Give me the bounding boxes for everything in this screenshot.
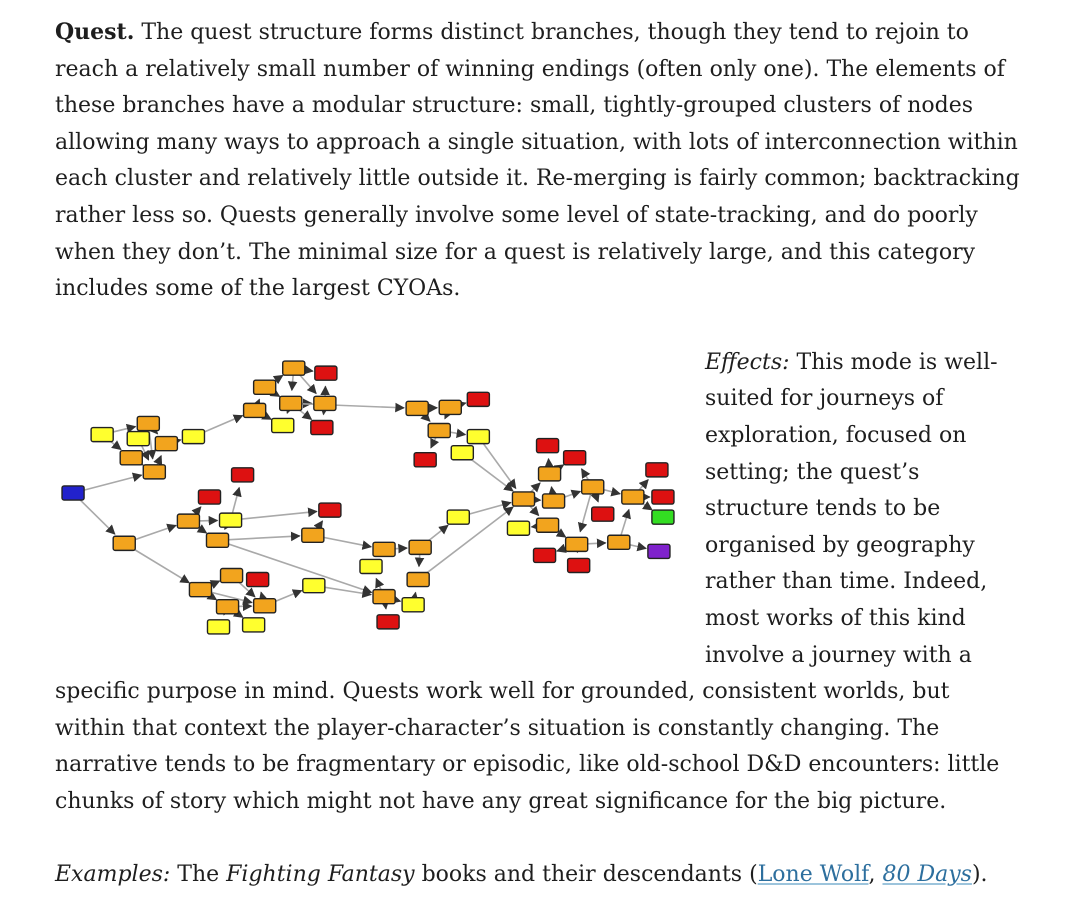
graph-edge <box>218 536 300 540</box>
graph-node <box>254 598 276 612</box>
graph-node <box>280 396 302 410</box>
graph-node <box>467 392 489 406</box>
graph-node <box>582 480 604 494</box>
graph-node <box>652 490 674 504</box>
graph-node <box>409 540 431 554</box>
graph-node <box>91 427 113 441</box>
graph-node <box>537 438 559 452</box>
graph-node <box>512 492 534 506</box>
graph-node <box>539 467 561 481</box>
graph-node <box>360 559 382 573</box>
fighting-fantasy-title: Fighting Fantasy <box>226 862 415 888</box>
graph-node <box>232 468 254 482</box>
quest-body-1: The quest structure forms distinct branches, though they tend to rejoin to reach a relatively small number of winning endings (often only one). The elements of these branches have a modular structure: small, tightly-grouped clusters of nodes <box>55 20 1005 119</box>
graph-node <box>467 429 489 443</box>
graph-node <box>303 578 325 592</box>
graph-node <box>373 542 395 556</box>
graph-node <box>244 403 266 417</box>
80-days-link[interactable]: 80 Days <box>882 862 972 888</box>
graph-node <box>543 494 565 508</box>
graph-node <box>507 521 529 535</box>
graph-node <box>373 589 395 603</box>
graph-node <box>564 450 586 464</box>
graph-node <box>319 503 341 517</box>
graph-node <box>182 429 204 443</box>
examples-pre: The <box>170 862 227 888</box>
graph-node <box>534 548 556 562</box>
graph-node <box>315 366 337 380</box>
graph-node <box>221 568 243 582</box>
quest-structure-diagram <box>55 349 685 645</box>
graph-node <box>113 536 135 550</box>
graph-node <box>537 518 559 532</box>
graph-edge <box>231 511 317 520</box>
graph-node <box>592 507 614 521</box>
graph-node <box>428 423 450 437</box>
examples-mid: books and their descendants ( <box>414 862 758 888</box>
quest-structure-graph <box>55 349 685 645</box>
graph-node <box>406 401 428 415</box>
quest-paragraph <box>55 14 1025 308</box>
effects-term: Effects: <box>705 349 790 375</box>
examples-sep: , <box>868 862 883 888</box>
graph-node <box>439 400 461 414</box>
graph-node <box>62 486 84 500</box>
graph-node <box>243 618 265 632</box>
graph-node <box>217 599 239 613</box>
graph-node <box>254 380 276 394</box>
graph-node <box>622 490 644 504</box>
graph-node <box>568 558 590 572</box>
quest-term: Quest. <box>55 19 135 45</box>
graph-node <box>646 463 668 477</box>
graph-node <box>402 597 424 611</box>
graph-node <box>155 436 177 450</box>
graph-node <box>220 513 242 527</box>
graph-node <box>314 396 336 410</box>
graph-node <box>608 535 630 549</box>
graph-node <box>283 361 305 375</box>
graph-node <box>451 445 473 459</box>
graph-node <box>377 615 399 629</box>
quest-body-2: allowing many ways to approach a single situation, with lots of interconnection within each cluster and relatively little outside it. Re-merging is fairly common; backtracking rather less so. Quests generally involve some level of state-tracking, and do poorly when they don’t. The minimal size for a quest is relatively large, and this category includes some of the largest CYOAs. <box>55 129 1020 302</box>
graph-node <box>137 416 159 430</box>
effects-paragraph <box>55 345 1025 821</box>
graph-node <box>206 533 228 547</box>
graph-node <box>207 620 229 634</box>
graph-edge <box>478 436 515 488</box>
graph-node <box>189 582 211 596</box>
effects-body: This mode is well-suited for journeys of exploration, focused on setting; the quest’s structure tends to be organised by geography rather than time. Indeed, most works of this kind involve a journey with a specific purpose in mind. Quests work well for grounded, consistent worlds, but within that context the player-character’s situation is constantly changing. The narrative tends to be fragmentary or episodic, like old-school D&D encounters: little chunks of story which might not have any great significance for the big picture. <box>55 349 1000 814</box>
graph-node <box>272 418 294 432</box>
examples-paragraph <box>55 857 1025 894</box>
examples-post: ). <box>971 862 988 888</box>
graph-node <box>143 465 165 479</box>
graph-node <box>177 514 199 528</box>
graph-node <box>127 431 149 445</box>
graph-edge <box>291 403 404 408</box>
graph-node <box>414 452 436 466</box>
examples-term: Examples: <box>55 862 171 888</box>
graph-node <box>302 528 324 542</box>
graph-node <box>648 544 670 558</box>
graph-node <box>198 490 220 504</box>
graph-node <box>566 537 588 551</box>
graph-node <box>247 572 269 586</box>
graph-node <box>407 572 429 586</box>
graph-node <box>120 450 142 464</box>
graph-node <box>447 510 469 524</box>
graph-node <box>652 510 674 524</box>
lone-wolf-link[interactable]: Lone Wolf <box>757 862 869 888</box>
graph-node <box>311 420 333 434</box>
